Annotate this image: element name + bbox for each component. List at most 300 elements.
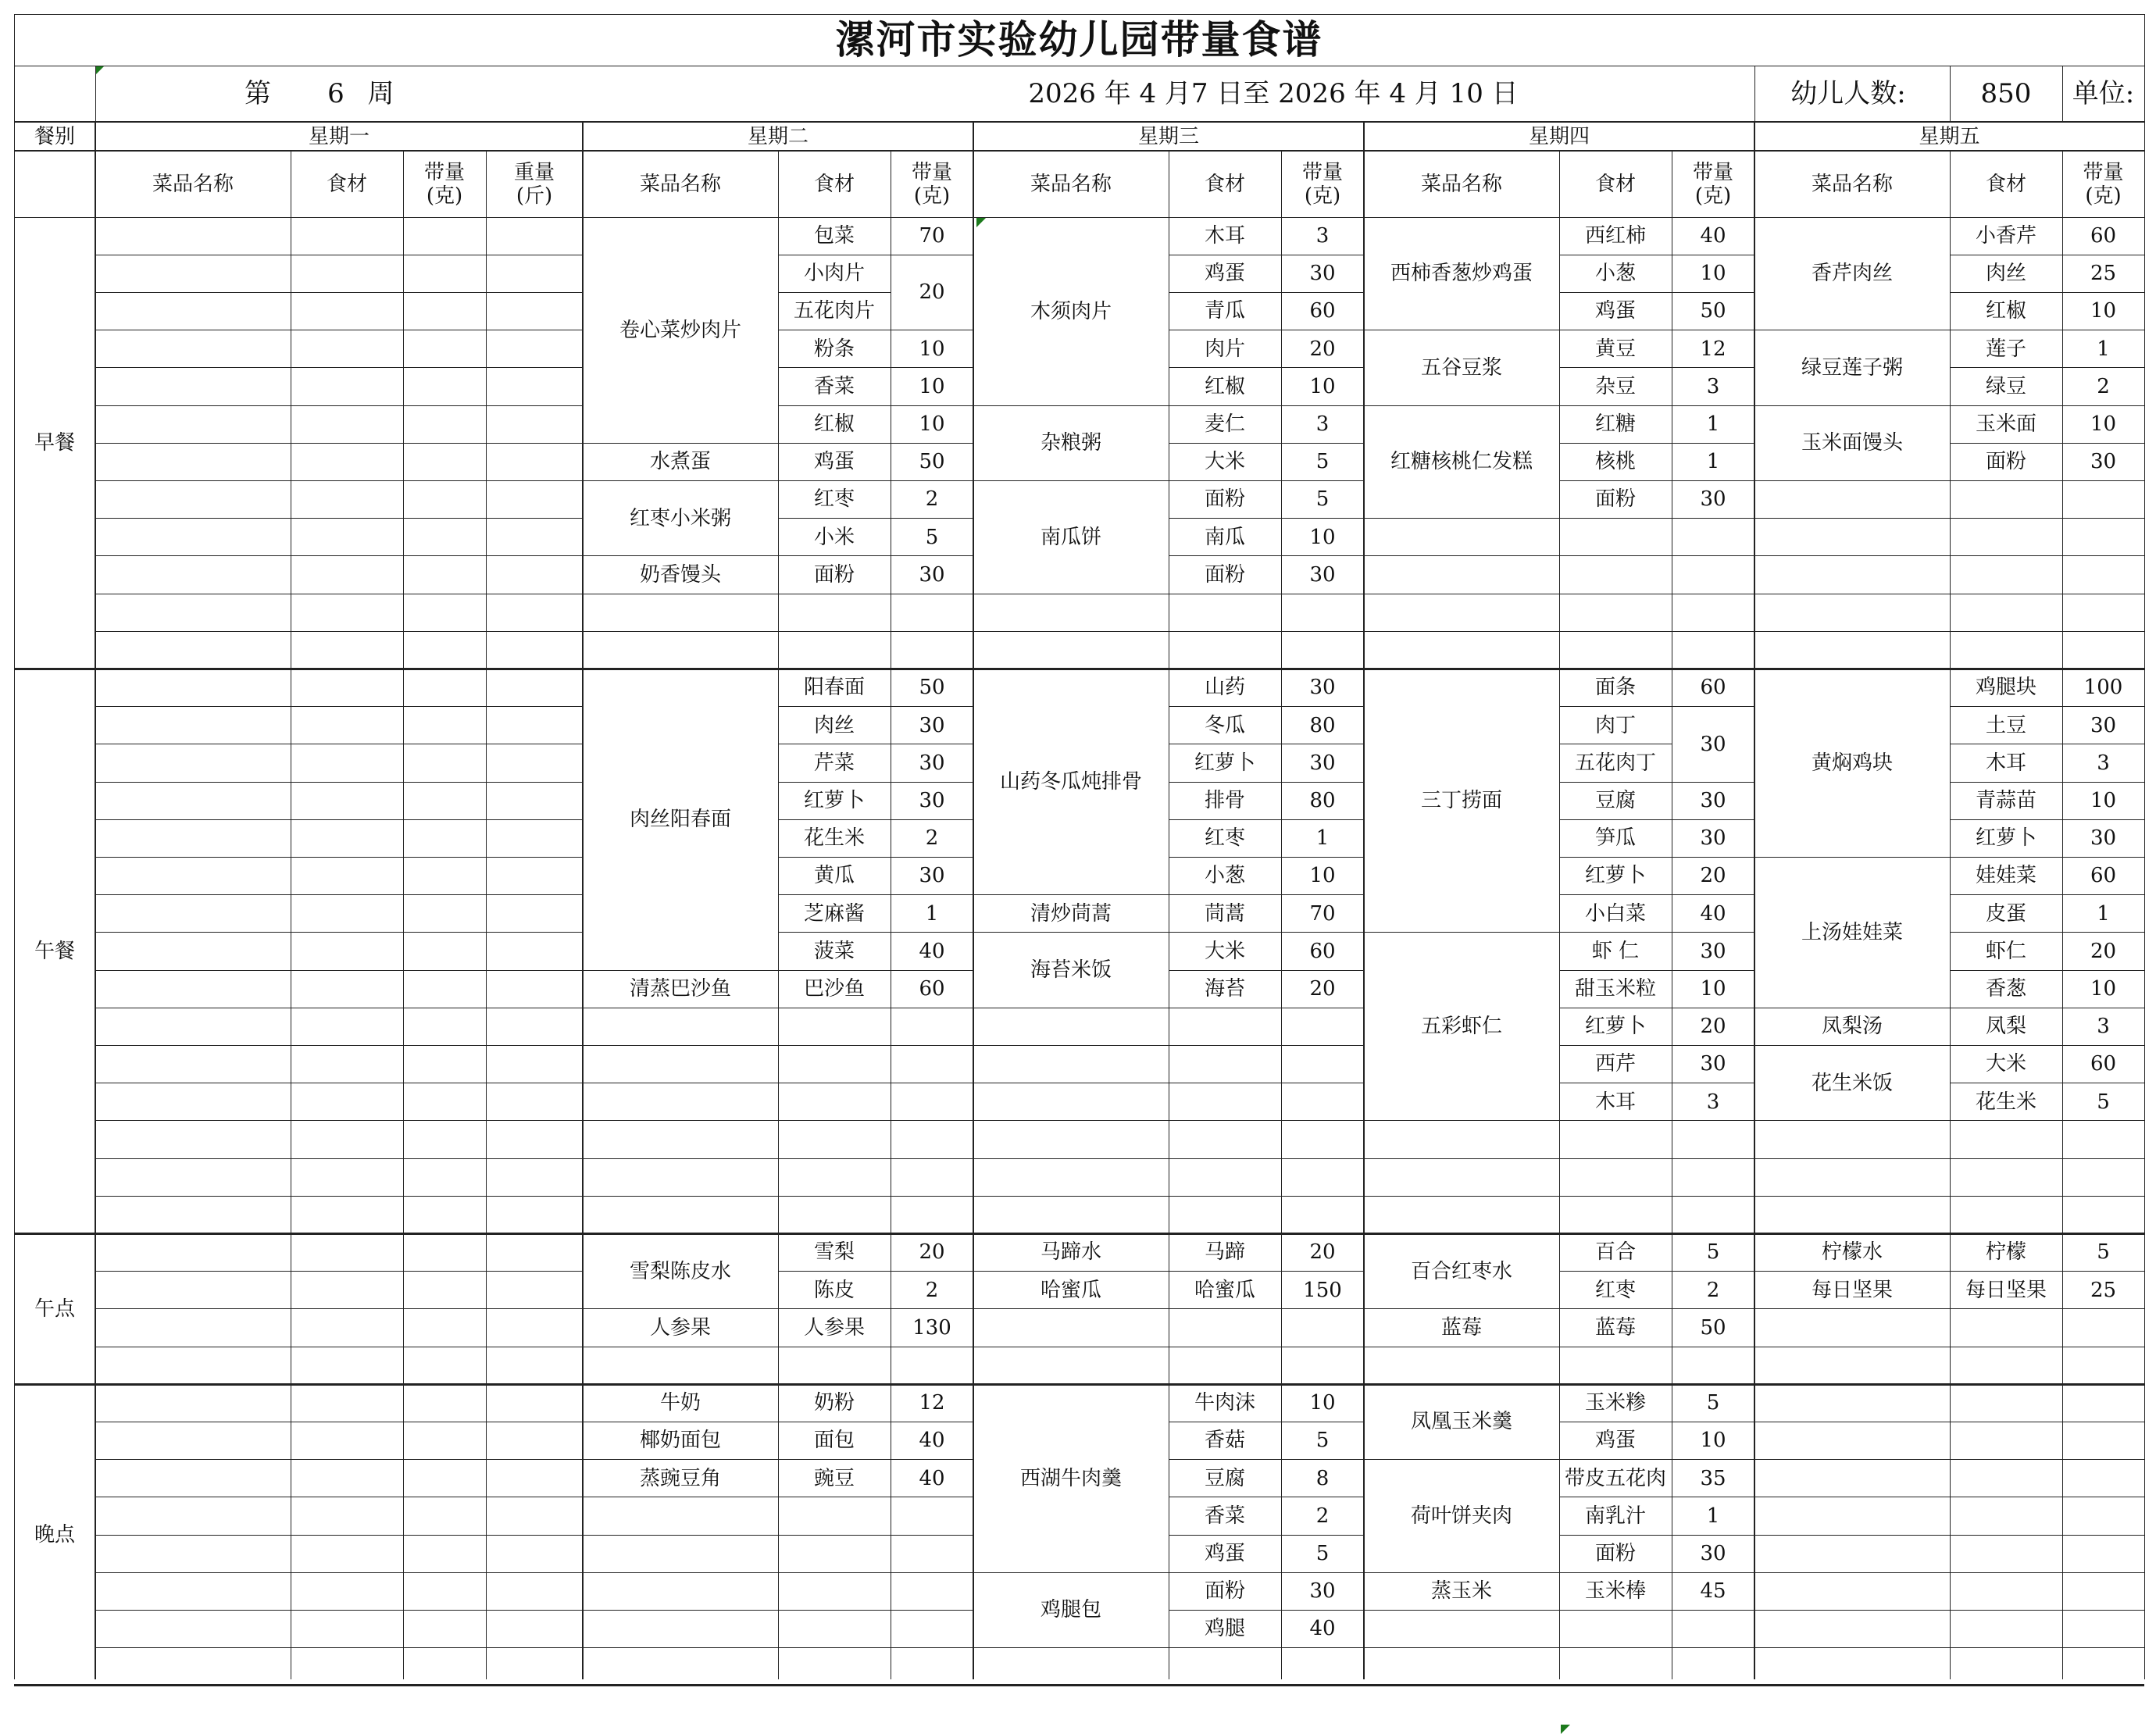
ingredient-amount: 40 (1700, 224, 1726, 248)
ingredient-name: 芹菜 (813, 751, 855, 775)
grid-line (1950, 894, 2062, 895)
grid-line (778, 1271, 891, 1272)
grid-line (1672, 970, 1754, 971)
grid-line (973, 1308, 1364, 1309)
ingredient-name: 鸡腿 (1204, 1617, 1245, 1641)
ingredient-name: 笋瓜 (1594, 826, 1636, 851)
ingredient-amount: 2 (925, 487, 939, 512)
grid-line (1754, 1158, 2144, 1159)
ingredient-name: 小香芹 (1975, 224, 2036, 248)
week-number: 6 (327, 78, 344, 109)
ingredient-name: 马蹄 (1204, 1240, 1245, 1265)
page-title: 漯河市实验幼儿园带量食谱 (835, 16, 1323, 62)
grid-line (95, 1647, 583, 1648)
ingredient-name: 雪梨 (813, 1240, 855, 1265)
ingredient-amount: 10 (919, 374, 945, 398)
grid-line (1281, 706, 1364, 707)
dish-name: 清蒸巴沙鱼 (629, 977, 731, 1001)
grid-line (1169, 782, 1281, 783)
grid-line (95, 555, 583, 556)
grid-line (95, 405, 583, 406)
grid-line (1754, 631, 2144, 632)
grid-line (1672, 857, 1754, 858)
ingredient-amount: 100 (2083, 676, 2123, 700)
grid-line (403, 151, 404, 1679)
grid-line (95, 480, 583, 481)
grid-line (1364, 1647, 1754, 1648)
grid-line (778, 819, 891, 820)
ingredient-amount: 10 (919, 412, 945, 437)
column-header: 菜品名称 (639, 172, 721, 196)
ingredient-amount: 10 (1700, 262, 1726, 286)
ingredient-name: 奶粉 (813, 1391, 855, 1415)
grid-line (973, 1158, 1364, 1159)
grid-line (2062, 367, 2144, 368)
grid-line (583, 1196, 973, 1197)
ingredient-amount: 8 (1315, 1466, 1330, 1490)
day-header: 星期五 (1919, 124, 1980, 148)
ingredient-amount: 3 (1315, 224, 1330, 248)
ingredient-name: 红椒 (813, 412, 855, 437)
grid-line (1364, 1120, 1754, 1121)
grid-line (95, 1308, 583, 1309)
ingredient-amount: 20 (1700, 1015, 1726, 1039)
dish-name: 椰奶面包 (639, 1429, 721, 1453)
ingredient-name: 大米 (1204, 450, 1245, 474)
ingredient-name: 香菜 (813, 374, 855, 398)
ingredient-amount: 10 (1309, 525, 1336, 549)
grid-line (1281, 857, 1364, 858)
grid-line (14, 150, 2144, 152)
grid-line (1559, 706, 1672, 707)
ingredient-name: 面粉 (1204, 487, 1245, 512)
ingredient-amount: 20 (1309, 1240, 1336, 1265)
grid-line (1169, 518, 1281, 519)
ingredient-amount: 10 (2090, 299, 2117, 323)
ingredient-name: 娃娃菜 (1975, 864, 2036, 888)
grid-line (1754, 1535, 2144, 1536)
ingredient-amount: 70 (919, 224, 945, 248)
ingredient-name: 小肉片 (803, 262, 865, 286)
ingredient-amount: 10 (2090, 977, 2117, 1001)
ingredient-name: 鸡蛋 (1204, 1542, 1245, 1566)
ingredient-amount: 10 (1309, 1391, 1336, 1415)
ingredient-amount: 5 (1315, 450, 1330, 474)
grid-line (583, 1647, 973, 1648)
ingredient-amount: 1 (1315, 826, 1330, 851)
day-header: 星期二 (747, 124, 808, 148)
ingredient-amount: 2 (1315, 1504, 1330, 1528)
week-suffix: 周 (367, 78, 394, 109)
ingredient-name: 鸡蛋 (1594, 299, 1636, 323)
ingredient-amount: 3 (1706, 1090, 1720, 1114)
ingredient-name: 菠菜 (813, 939, 855, 963)
ingredient-name: 红枣 (1204, 826, 1245, 851)
grid-line (973, 1045, 1364, 1046)
ingredient-name: 黄豆 (1594, 337, 1636, 361)
grid-line (778, 292, 891, 293)
ingredient-amount: 20 (1309, 337, 1336, 361)
ingredient-amount: 2 (2097, 374, 2110, 398)
ingredient-name: 面粉 (1594, 1542, 1636, 1566)
ingredient-amount: 40 (919, 939, 945, 963)
ingredient-name: 红萝卜 (803, 789, 865, 813)
grid-line (1169, 1610, 1281, 1611)
ingredient-name: 柠檬 (1985, 1240, 2026, 1265)
ingredient-amount: 30 (2090, 826, 2117, 851)
ingredient-amount: 10 (2090, 789, 2117, 813)
ingredient-name: 百合 (1594, 1240, 1636, 1265)
ingredient-name: 小葱 (1594, 262, 1636, 286)
grid-line (891, 857, 973, 858)
grid-line (1672, 706, 1754, 707)
ingredient-amount: 30 (1700, 939, 1726, 963)
grid-line (486, 151, 487, 1679)
ingredient-amount: 30 (919, 562, 945, 587)
ingredient-amount: 35 (1700, 1466, 1726, 1490)
ingredient-amount: 5 (2097, 1090, 2110, 1114)
ingredient-name: 大米 (1985, 1052, 2026, 1076)
grid-line (1754, 66, 1755, 122)
ingredient-amount: 60 (919, 977, 945, 1001)
ingredient-name: 鸡蛋 (813, 450, 855, 474)
ingredient-name: 青蒜苗 (1975, 789, 2036, 813)
ingredient-name: 面粉 (1204, 1579, 1245, 1604)
column-header: 菜品名称 (1030, 172, 1112, 196)
ingredient-name: 五花肉片 (793, 299, 875, 323)
ingredient-name: 黄瓜 (813, 864, 855, 888)
ingredient-amount: 30 (919, 713, 945, 737)
grid-line (95, 1158, 583, 1159)
ingredient-amount: 50 (919, 676, 945, 700)
grid-line (1281, 518, 1364, 519)
grid-line (891, 367, 973, 368)
grid-line (1672, 367, 1754, 368)
ingredient-name: 蓝莓 (1594, 1315, 1636, 1340)
ingredient-name: 青瓜 (1204, 299, 1245, 323)
grid-line (14, 14, 2144, 15)
dish-name: 三丁捞面 (1420, 789, 1502, 813)
grid-line (1950, 443, 2062, 444)
kids-count: 850 (1980, 78, 2032, 109)
grid-line (95, 631, 583, 632)
grid-line (891, 819, 973, 820)
ingredient-amount: 40 (919, 1466, 945, 1490)
ingredient-amount: 40 (1700, 901, 1726, 926)
ingredient-name: 香菇 (1204, 1429, 1245, 1453)
ingredient-amount: 150 (1303, 1278, 1342, 1302)
dish-name: 卷心菜炒肉片 (619, 318, 741, 342)
grid-line (1950, 819, 2062, 820)
grid-line (95, 894, 583, 895)
ingredient-amount: 5 (1315, 487, 1330, 512)
grid-line (1754, 1308, 2144, 1309)
ingredient-name: 肉片 (1204, 337, 1245, 361)
grid-line (2062, 443, 2144, 444)
grid-line (95, 1120, 583, 1121)
grid-line (583, 1045, 973, 1046)
ingredient-name: 红萝卜 (1975, 826, 2036, 851)
grid-line (1169, 443, 1281, 444)
ingredient-amount: 10 (1309, 864, 1336, 888)
grid-line (778, 857, 891, 858)
ingredient-name: 绿豆 (1985, 374, 2026, 398)
ingredient-amount: 2 (925, 826, 939, 851)
grid-line (778, 367, 891, 368)
ingredient-name: 西芹 (1594, 1052, 1636, 1076)
comment-marker-icon (1561, 1725, 1570, 1734)
ingredient-name: 鸡腿块 (1975, 676, 2036, 700)
grid-line (1559, 894, 1672, 895)
grid-line (1169, 555, 1281, 556)
dish-name: 每日坚果 (1811, 1278, 1893, 1302)
ingredient-name: 红萝卜 (1194, 751, 1255, 775)
grid-line (1169, 1459, 1281, 1460)
grid-line (14, 1684, 2144, 1686)
dish-name: 五彩虾仁 (1420, 1015, 1502, 1039)
grid-line (1281, 443, 1364, 444)
ingredient-name: 皮蛋 (1985, 901, 2026, 926)
column-header: 食材 (1204, 172, 1245, 196)
ingredient-name: 杂豆 (1594, 374, 1636, 398)
ingredient-amount: 30 (1309, 562, 1336, 587)
ingredient-amount: 2 (1706, 1278, 1720, 1302)
ingredient-name: 香菜 (1204, 1504, 1245, 1528)
ingredient-name: 肉丝 (1985, 262, 2026, 286)
grid-line (891, 1271, 973, 1272)
ingredient-amount: 5 (2097, 1240, 2110, 1265)
grid-line (95, 706, 583, 707)
ingredient-name: 陈皮 (813, 1278, 855, 1302)
ingredient-amount: 70 (1309, 901, 1336, 926)
grid-line (95, 1459, 583, 1460)
date-range: 2026 年 4 月7 日至 2026 年 4 月 10 日 (1028, 78, 1519, 109)
ingredient-amount: 50 (1700, 1315, 1726, 1340)
grid-line (973, 1120, 1364, 1121)
grid-line (1754, 1572, 2144, 1573)
ingredient-name: 每日坚果 (1965, 1278, 2047, 1302)
ingredient-amount: 130 (912, 1315, 951, 1340)
grid-line (95, 819, 583, 820)
meal-label: 晚点 (34, 1522, 75, 1547)
grid-line (1559, 480, 1672, 481)
ingredient-name: 排骨 (1204, 789, 1245, 813)
ingredient-amount: 12 (919, 1391, 945, 1415)
grid-line (1950, 66, 1951, 122)
grid-line (1559, 443, 1672, 444)
dish-name: 花生米饭 (1811, 1071, 1893, 1095)
dish-name: 人参果 (649, 1315, 711, 1340)
grid-line (778, 782, 891, 783)
grid-line (1754, 1610, 2144, 1611)
dish-name: 马蹄水 (1040, 1240, 1101, 1265)
grid-line (1672, 443, 1754, 444)
ingredient-amount: 30 (1700, 789, 1726, 813)
ingredient-name: 玉米棒 (1584, 1579, 1646, 1604)
ingredient-amount: 30 (1309, 676, 1336, 700)
meal-label: 午餐 (34, 939, 75, 963)
ingredient-amount: 5 (1706, 1240, 1720, 1265)
grid-line (583, 1158, 973, 1159)
dish-name: 牛奶 (659, 1391, 701, 1415)
grid-line (95, 1572, 583, 1573)
ingredient-name: 花生米 (803, 826, 865, 851)
grid-line (95, 1610, 583, 1611)
dish-name: 五谷豆浆 (1420, 355, 1502, 380)
ingredient-name: 鸡蛋 (1594, 1429, 1636, 1453)
grid-line (1950, 367, 2062, 368)
grid-line (1281, 555, 1364, 556)
ingredient-name: 面粉 (1204, 562, 1245, 587)
ingredient-name: 冬瓜 (1204, 713, 1245, 737)
ingredient-amount: 60 (2090, 864, 2117, 888)
ingredient-name: 红椒 (1204, 374, 1245, 398)
ingredient-amount: 60 (2090, 224, 2117, 248)
ingredient-amount: 30 (2090, 713, 2117, 737)
ingredient-amount: 80 (1309, 713, 1336, 737)
column-header: 食材 (1985, 172, 2026, 196)
ingredient-amount: 60 (1309, 299, 1336, 323)
grid-line (1169, 819, 1281, 820)
grid-line (891, 932, 973, 933)
week-prefix: 第 (245, 78, 271, 109)
grid-line (95, 1045, 583, 1046)
comment-marker-icon (95, 66, 105, 75)
dish-name: 黄焖鸡块 (1811, 751, 1893, 775)
ingredient-amount: 12 (1700, 337, 1726, 361)
ingredient-name: 核桃 (1594, 450, 1636, 474)
ingredient-name: 五花肉丁 (1574, 751, 1656, 775)
ingredient-name: 哈蜜瓜 (1194, 1278, 1255, 1302)
grid-line (95, 970, 583, 971)
column-header: 带量 (克) (911, 160, 952, 208)
grid-line (95, 66, 96, 122)
day-header: 星期一 (308, 124, 369, 148)
ingredient-name: 花生米 (1975, 1090, 2036, 1114)
grid-line (973, 631, 1364, 632)
dish-name: 玉米面馒头 (1801, 431, 1903, 455)
grid-line (891, 518, 973, 519)
dish-name: 蒸豌豆角 (639, 1466, 721, 1490)
grid-line (1281, 292, 1364, 293)
ingredient-amount: 3 (2097, 751, 2110, 775)
grid-line (95, 518, 583, 519)
grid-line (1559, 1535, 1672, 1536)
ingredient-amount: 20 (919, 280, 945, 305)
grid-line (778, 706, 891, 707)
ingredient-name: 大米 (1204, 939, 1245, 963)
grid-line (1950, 782, 2062, 783)
ingredient-name: 西红柿 (1584, 224, 1646, 248)
column-header: 带量 (克) (423, 160, 465, 208)
ingredient-name: 红枣 (1594, 1278, 1636, 1302)
grid-line (1559, 292, 1672, 293)
ingredient-name: 面包 (813, 1429, 855, 1453)
dish-name: 绿豆莲子粥 (1801, 355, 1903, 380)
grid-line (1364, 1196, 1754, 1197)
grid-line (1281, 367, 1364, 368)
grid-line (1559, 819, 1672, 820)
ingredient-amount: 50 (1700, 299, 1726, 323)
ingredient-amount: 20 (2090, 939, 2117, 963)
grid-line (1672, 292, 1754, 293)
grid-line (1364, 555, 1754, 556)
grid-line (1754, 1647, 2144, 1648)
meal-column-label: 餐别 (34, 124, 75, 148)
ingredient-amount: 30 (919, 789, 945, 813)
ingredient-amount: 10 (1309, 374, 1336, 398)
unit-label: 单位: (2072, 78, 2135, 109)
grid-line (1672, 1535, 1754, 1536)
ingredient-amount: 25 (2090, 262, 2117, 286)
ingredient-amount: 25 (2090, 1278, 2117, 1302)
dish-name: 百合红枣水 (1410, 1259, 1512, 1283)
ingredient-amount: 10 (1700, 1429, 1726, 1453)
grid-line (1169, 367, 1281, 368)
ingredient-name: 玉米面 (1975, 412, 2036, 437)
grid-line (2062, 819, 2144, 820)
ingredient-amount: 2 (925, 1278, 939, 1302)
dish-name: 柠檬水 (1821, 1240, 1883, 1265)
grid-line (1672, 1045, 1754, 1046)
grid-line (2062, 970, 2144, 971)
grid-line (1672, 480, 1754, 481)
ingredient-amount: 20 (1309, 977, 1336, 1001)
comment-marker-icon (976, 218, 986, 227)
ingredient-name: 香葱 (1985, 977, 2026, 1001)
ingredient-name: 豆腐 (1594, 789, 1636, 813)
ingredient-amount: 1 (925, 901, 939, 926)
grid-line (891, 782, 973, 783)
grid-line (891, 405, 973, 406)
dish-name: 红枣小米粥 (629, 506, 731, 530)
ingredient-amount: 20 (1700, 864, 1726, 888)
ingredient-name: 土豆 (1985, 713, 2026, 737)
ingredient-amount: 1 (1706, 412, 1720, 437)
grid-line (583, 1120, 973, 1121)
grid-line (95, 1196, 583, 1197)
ingredient-name: 巴沙鱼 (803, 977, 865, 1001)
ingredient-amount: 30 (1700, 487, 1726, 512)
ingredient-amount: 3 (2097, 1015, 2110, 1039)
ingredient-name: 面粉 (813, 562, 855, 587)
ingredient-amount: 60 (2090, 1052, 2117, 1076)
grid-line (583, 631, 973, 632)
grid-line (891, 706, 973, 707)
ingredient-name: 木耳 (1204, 224, 1245, 248)
ingredient-name: 麦仁 (1204, 412, 1245, 437)
grid-line (1754, 518, 2144, 519)
grid-line (1281, 1610, 1364, 1611)
grid-line (1559, 367, 1672, 368)
column-header: 食材 (326, 172, 367, 196)
grid-line (95, 367, 583, 368)
dish-name: 清炒茼蒿 (1030, 901, 1112, 926)
dish-name: 上汤娃娃菜 (1801, 920, 1903, 944)
grid-line (1281, 819, 1364, 820)
grid-line (1364, 1610, 1754, 1611)
ingredient-amount: 5 (1706, 1391, 1720, 1415)
ingredient-name: 人参果 (803, 1315, 865, 1340)
grid-line (1281, 782, 1364, 783)
ingredient-name: 红萝卜 (1584, 1015, 1646, 1039)
ingredient-name: 芝麻酱 (803, 901, 865, 926)
grid-line (1754, 480, 2144, 481)
ingredient-amount: 30 (1700, 732, 1726, 756)
ingredient-amount: 1 (1706, 1504, 1720, 1528)
grid-line (1364, 518, 1754, 519)
ingredient-amount: 30 (1309, 1579, 1336, 1604)
